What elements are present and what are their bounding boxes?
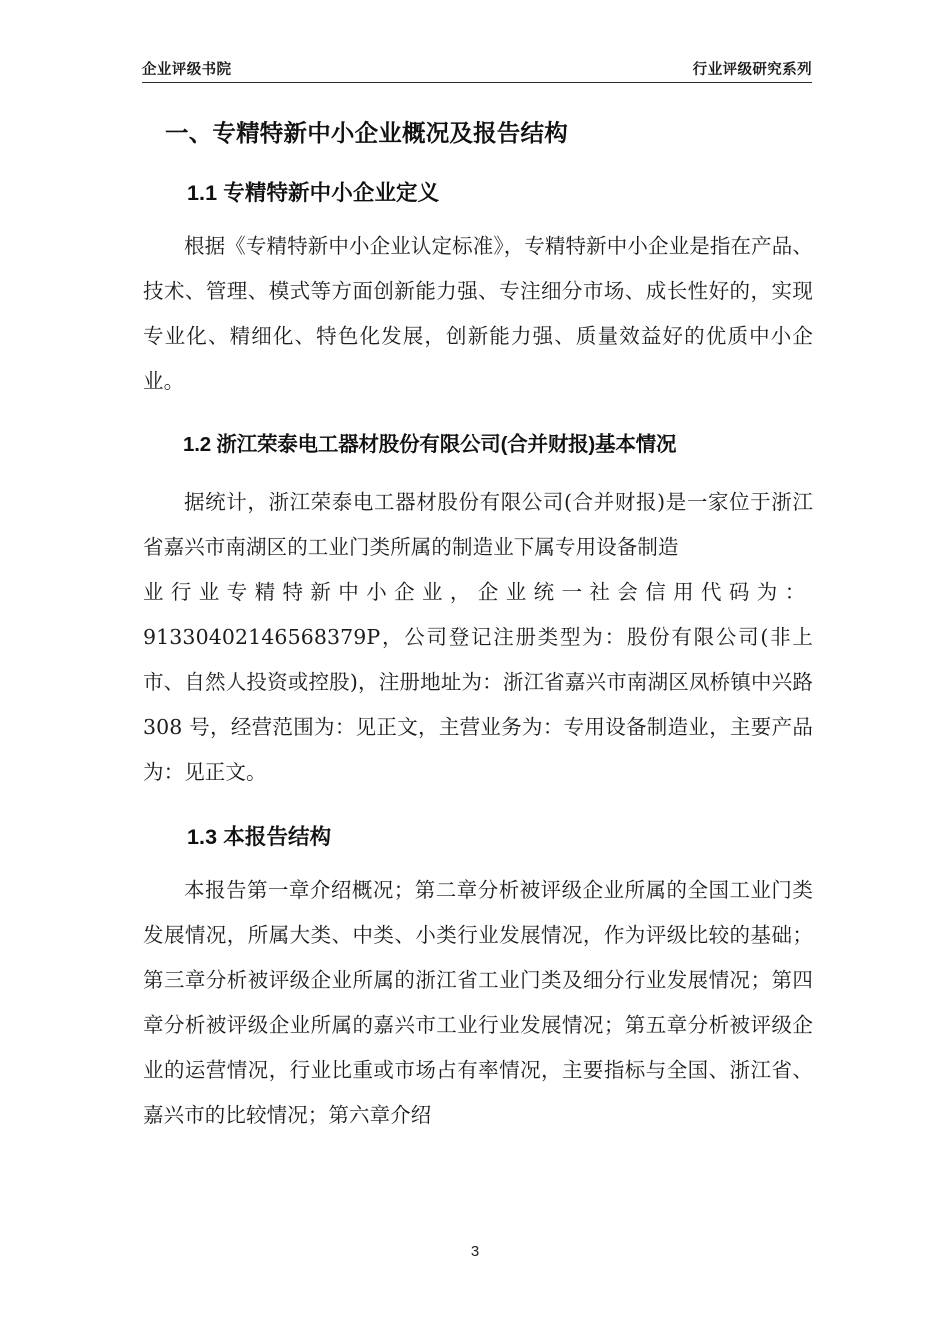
section-1-2-paragraph-part1: 据统计，浙江荣泰电工器材股份有限公司(合并财报)是一家位于浙江省嘉兴市南湖区的工业门类所属的制造业下属专用设备制造 [143,490,813,560]
chapter-heading: 一、专精特新中小企业概况及报告结构 [165,120,568,146]
header-left-label: 企业评级书院 [142,62,232,78]
page-content [143,104,813,1138]
header-right-label: 行业评级研究系列 [692,62,812,78]
section-1-2-tracked-line: 业行业专精特新中小企业，企业统一社会信用代码为： [143,580,813,605]
section-1-3-paragraph: 本报告第一章介绍概况；第二章分析被评级企业所属的全国工业门类发展情况，所属大类、中类、小类行业发展情况，作为评级比较的基础；第三章分析被评级企业所属的浙江省工业门类及细分行业发展情况；第四章分析被评级企业所属的嘉兴市工业行业发展情况；第五章分析被评级企业的运营情况，行业比重或市场占有率情况，主要指标与全国、浙江省、嘉兴市的比较情况；第六章介绍 [143,877,813,1127]
running-header [142,62,812,83]
section-heading-1-3: 1.3 本报告结构 [187,825,332,850]
section-1-2-paragraph-part2: 91330402146568379P，公司登记注册类型为：股份有限公司(非上市、自然人投资或控股)，注册地址为：浙江省嘉兴市南湖区凤桥镇中兴路 308 号，经营范围为：见正文，主营业务为：专用设备制造业，主要产品为：见正文。 [143,625,813,785]
section-1-1-paragraph: 根据《专精特新中小企业认定标准》，专精特新中小企业是指在产品、技术、管理、模式等方面创新能力强、专注细分市场、成长性好的，实现专业化、精细化、特色化发展，创新能力强、质量效益好的优质中小企业。 [143,233,813,393]
section-1-2-paragraph-rest [143,570,813,795]
section-heading-1-1: 1.1 专精特新中小企业定义 [187,181,440,206]
page-number: 3 [470,1243,480,1260]
section-heading-1-2: 1.2 浙江荣泰电工器材股份有限公司(合并财报)基本情况 [183,432,677,456]
